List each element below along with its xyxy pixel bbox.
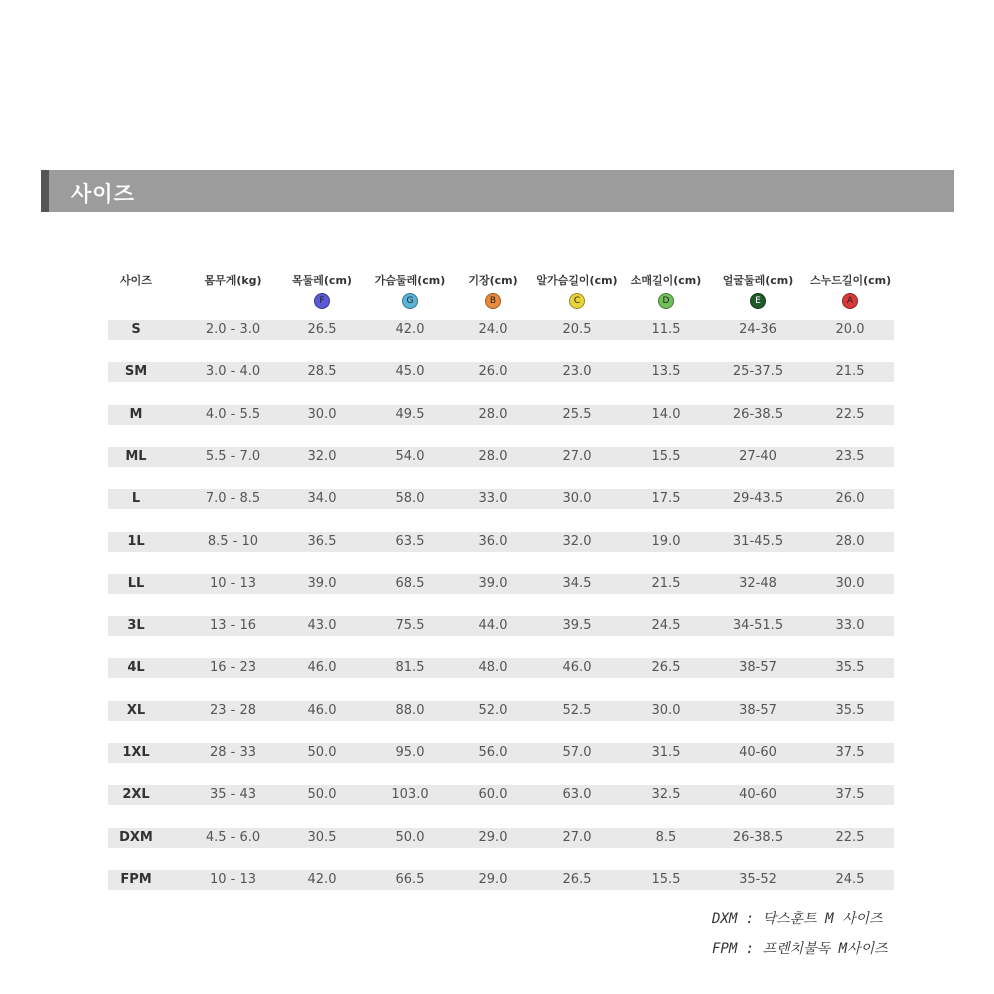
column-header-8	[810, 272, 890, 309]
table-cell: 26-38.5	[732, 407, 784, 422]
table-cell: 42.0	[307, 872, 337, 887]
table-cell: 4.0 - 5.5	[205, 407, 261, 422]
table-cell: 52.5	[562, 703, 592, 718]
footnotes	[712, 906, 888, 966]
table-cell: 27.0	[562, 449, 592, 464]
table-cell: 28.5	[307, 364, 337, 379]
table-cell: 2.0 - 3.0	[205, 322, 261, 337]
table-cell: 27.0	[562, 830, 592, 845]
table-cell: 22.5	[835, 407, 865, 422]
table-cell: 75.5	[395, 618, 425, 633]
table-cell: 95.0	[395, 745, 425, 760]
column-header-label: 사이즈	[120, 274, 152, 287]
table-cell: 46.0	[307, 660, 337, 675]
table-cell: 46.0	[562, 660, 592, 675]
size-label: FPM	[120, 872, 152, 887]
column-header-4	[458, 272, 528, 309]
table-cell: 5.5 - 7.0	[205, 449, 261, 464]
table-cell: 15.5	[651, 449, 681, 464]
table-cell: 29.0	[478, 872, 508, 887]
table-cell: 23 - 28	[209, 703, 257, 718]
table-cell: 30.0	[651, 703, 681, 718]
table-row	[108, 447, 894, 467]
table-cell: 28 - 33	[209, 745, 257, 760]
column-header-3	[365, 272, 455, 309]
table-cell: 28.0	[478, 449, 508, 464]
table-cell: 52.0	[478, 703, 508, 718]
table-cell: 63.5	[395, 534, 425, 549]
table-cell: 57.0	[562, 745, 592, 760]
table-row	[108, 405, 894, 425]
table-cell: 36.5	[307, 534, 337, 549]
table-cell: 30.0	[307, 407, 337, 422]
table-cell: 32.5	[651, 787, 681, 802]
size-label: 1XL	[122, 745, 150, 760]
table-cell: 37.5	[835, 787, 865, 802]
table-cell: 31-45.5	[732, 534, 784, 549]
size-label: XL	[126, 703, 146, 718]
column-header-7	[713, 272, 803, 309]
table-cell: 88.0	[395, 703, 425, 718]
column-header-2	[282, 272, 362, 309]
table-cell: 23.5	[835, 449, 865, 464]
table-cell: 30.5	[307, 830, 337, 845]
table-cell: 40-60	[739, 745, 777, 760]
measurement-badge-icon: F	[314, 293, 330, 309]
column-header-label: 알가슴길이(cm)	[536, 274, 618, 287]
measurement-badge-icon: G	[402, 293, 418, 309]
table-header	[108, 272, 894, 312]
size-label: 2XL	[122, 787, 150, 802]
table-cell: 35-52	[739, 872, 777, 887]
size-label: 1L	[127, 534, 145, 549]
table-cell: 68.5	[395, 576, 425, 591]
table-cell: 10 - 13	[209, 576, 257, 591]
table-cell: 42.0	[395, 322, 425, 337]
table-cell: 103.0	[391, 787, 429, 802]
table-cell: 24.0	[478, 322, 508, 337]
measurement-badge-icon: E	[750, 293, 766, 309]
table-cell: 46.0	[307, 703, 337, 718]
table-cell: 50.0	[395, 830, 425, 845]
table-cell: 8.5 - 10	[207, 534, 259, 549]
table-cell: 45.0	[395, 364, 425, 379]
table-row	[108, 658, 894, 678]
table-row	[108, 743, 894, 763]
table-row	[108, 785, 894, 805]
table-cell: 48.0	[478, 660, 508, 675]
table-cell: 26.5	[307, 322, 337, 337]
table-cell: 34-51.5	[732, 618, 784, 633]
size-label: ML	[125, 449, 147, 464]
table-cell: 35.5	[835, 660, 865, 675]
table-row	[108, 616, 894, 636]
table-cell: 56.0	[478, 745, 508, 760]
table-row	[108, 828, 894, 848]
size-label: 4L	[127, 660, 145, 675]
column-header-label: 몸무게(kg)	[204, 274, 262, 287]
table-cell: 43.0	[307, 618, 337, 633]
size-label: M	[129, 407, 143, 422]
column-header-0	[101, 272, 171, 288]
table-cell: 37.5	[835, 745, 865, 760]
table-cell: 50.0	[307, 787, 337, 802]
table-cell: 30.0	[835, 576, 865, 591]
table-cell: 13 - 16	[209, 618, 257, 633]
measurement-badge-icon: A	[842, 293, 858, 309]
table-cell: 28.0	[478, 407, 508, 422]
column-header-label: 기장(cm)	[468, 274, 518, 287]
table-cell: 54.0	[395, 449, 425, 464]
table-cell: 26.0	[478, 364, 508, 379]
size-label: S	[131, 322, 141, 337]
table-row	[108, 532, 894, 552]
table-cell: 26.5	[562, 872, 592, 887]
table-cell: 32-48	[739, 576, 777, 591]
table-cell: 24.5	[835, 872, 865, 887]
footnote-fpm: FPM : 프렌치불독 M사이즈	[712, 941, 888, 957]
table-cell: 38-57	[739, 660, 777, 675]
table-cell: 22.5	[835, 830, 865, 845]
table-cell: 24.5	[651, 618, 681, 633]
measurement-badge-icon: B	[485, 293, 501, 309]
table-cell: 50.0	[307, 745, 337, 760]
table-cell: 8.5	[655, 830, 677, 845]
table-cell: 19.0	[651, 534, 681, 549]
table-cell: 16 - 23	[209, 660, 257, 675]
table-cell: 60.0	[478, 787, 508, 802]
table-cell: 24-36	[739, 322, 777, 337]
table-cell: 26.5	[651, 660, 681, 675]
table-cell: 25.5	[562, 407, 592, 422]
table-row	[108, 320, 894, 340]
column-header-6	[626, 272, 706, 309]
table-cell: 26.0	[835, 491, 865, 506]
measurement-badge-icon: C	[569, 293, 585, 309]
table-cell: 31.5	[651, 745, 681, 760]
measurement-badge-icon: D	[658, 293, 674, 309]
table-cell: 25-37.5	[732, 364, 784, 379]
table-cell: 14.0	[651, 407, 681, 422]
table-row	[108, 489, 894, 509]
table-cell: 21.5	[835, 364, 865, 379]
column-header-5	[532, 272, 622, 309]
column-header-label: 소매길이(cm)	[630, 274, 702, 287]
table-cell: 32.0	[307, 449, 337, 464]
table-cell: 21.5	[651, 576, 681, 591]
table-row	[108, 701, 894, 721]
table-cell: 39.5	[562, 618, 592, 633]
size-label: L	[131, 491, 141, 506]
section-title: 사이즈	[71, 182, 135, 206]
column-header-label: 목둘레(cm)	[292, 274, 352, 287]
table-cell: 20.0	[835, 322, 865, 337]
table-cell: 29-43.5	[732, 491, 784, 506]
table-cell: 23.0	[562, 364, 592, 379]
column-header-1	[188, 272, 278, 288]
table-cell: 30.0	[562, 491, 592, 506]
size-label: DXM	[119, 830, 153, 845]
footnote-dxm: DXM : 닥스훈트 M 사이즈	[712, 911, 883, 927]
table-cell: 35 - 43	[209, 787, 257, 802]
table-cell: 66.5	[395, 872, 425, 887]
table-cell: 40-60	[739, 787, 777, 802]
section-title-bar	[41, 170, 954, 212]
size-label: 3L	[127, 618, 145, 633]
table-cell: 39.0	[478, 576, 508, 591]
table-cell: 34.5	[562, 576, 592, 591]
table-row	[108, 362, 894, 382]
table-cell: 13.5	[651, 364, 681, 379]
table-row	[108, 870, 894, 890]
table-cell: 44.0	[478, 618, 508, 633]
table-cell: 27-40	[739, 449, 777, 464]
table-cell: 38-57	[739, 703, 777, 718]
table-cell: 20.5	[562, 322, 592, 337]
table-cell: 33.0	[478, 491, 508, 506]
table-cell: 4.5 - 6.0	[205, 830, 261, 845]
table-cell: 7.0 - 8.5	[205, 491, 261, 506]
table-cell: 11.5	[651, 322, 681, 337]
table-cell: 81.5	[395, 660, 425, 675]
size-label: LL	[127, 576, 145, 591]
table-cell: 10 - 13	[209, 872, 257, 887]
size-label: SM	[124, 364, 148, 379]
table-cell: 58.0	[395, 491, 425, 506]
table-cell: 35.5	[835, 703, 865, 718]
table-cell: 15.5	[651, 872, 681, 887]
column-header-label: 스누드길이(cm)	[810, 274, 892, 287]
table-cell: 26-38.5	[732, 830, 784, 845]
table-cell: 34.0	[307, 491, 337, 506]
table-cell: 49.5	[395, 407, 425, 422]
table-cell: 36.0	[478, 534, 508, 549]
column-header-label: 얼굴둘레(cm)	[722, 274, 794, 287]
column-header-label: 가슴둘레(cm)	[374, 274, 446, 287]
table-cell: 33.0	[835, 618, 865, 633]
table-row	[108, 574, 894, 594]
table-cell: 17.5	[651, 491, 681, 506]
table-cell: 3.0 - 4.0	[205, 364, 261, 379]
table-cell: 28.0	[835, 534, 865, 549]
table-cell: 32.0	[562, 534, 592, 549]
table-cell: 39.0	[307, 576, 337, 591]
table-cell: 63.0	[562, 787, 592, 802]
table-cell: 29.0	[478, 830, 508, 845]
